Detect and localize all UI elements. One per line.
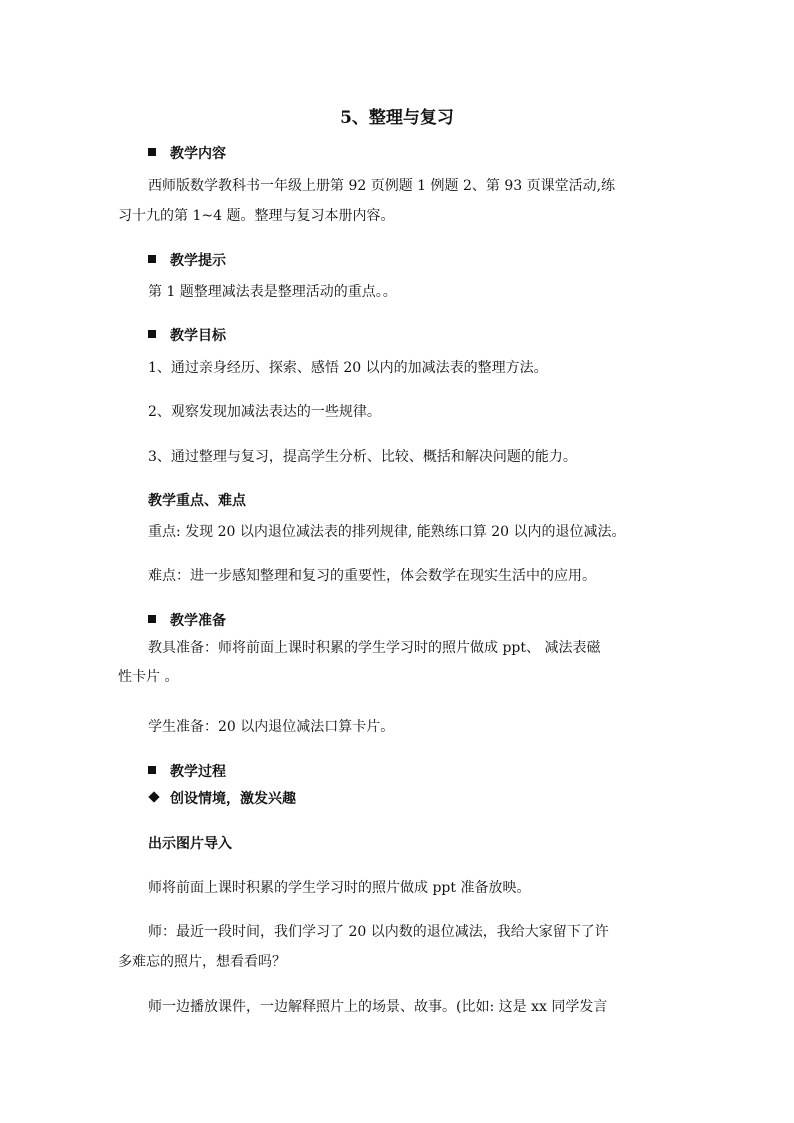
student-prep-text: 学生准备：20 以内退位减法口算卡片。 (148, 719, 395, 735)
heading-text: 教学内容 (170, 146, 226, 162)
heading-text: 教学目标 (170, 328, 226, 344)
paragraph-3: 师一边播放课件，一边解释照片上的场景、故事。(比如: 这是 xx 同学发言 (148, 999, 608, 1015)
teacher-prep-line-2: 性卡片 。 (118, 669, 179, 685)
hint-text: 第 1 题整理减法表是整理活动的重点。。 (148, 284, 397, 300)
step-heading-1 (148, 789, 296, 809)
teacher-prep-line-1: 教具准备：师将前面上课时积累的学生学习时的照片做成 ppt、 减法表磁 (148, 640, 601, 656)
page-title: 5、整理与复习 (340, 108, 454, 128)
heading-text: 创设情境，激发兴趣 (170, 791, 296, 807)
square-bullet-icon (148, 255, 156, 263)
section-heading-key-points: 教学重点、难点 (148, 493, 246, 509)
square-bullet-icon (148, 330, 156, 338)
section-heading-preparation (148, 611, 226, 631)
heading-text: 教学准备 (170, 613, 226, 629)
key-point-text: 重点: 发现 20 以内退位减法表的排列规律, 能熟练口算 20 以内的退位减法。 (148, 524, 626, 540)
diamond-bullet-icon (148, 791, 159, 802)
paragraph-1: 师将前面上课时积累的学生学习时的照片做成 ppt 准备放映。 (148, 880, 531, 896)
square-bullet-icon (148, 615, 156, 623)
goal-item-3: 3、通过整理与复习，提高学生分析、比较、概括和解决问题的能力。 (148, 449, 577, 465)
goal-item-1: 1、通过亲身经历、探索、感悟 20 以内的加减法表的整理方法。 (148, 360, 548, 376)
section-heading-content (148, 144, 226, 164)
paragraph-2-line-1: 师：最近一段时间，我们学习了 20 以内数的退位减法，我给大家留下了许 (148, 924, 609, 940)
difficult-point-text: 难点：进一步感知整理和复习的重要性，体会数学在现实生活中的应用。 (148, 568, 596, 584)
section-heading-hint (148, 251, 226, 271)
paragraph-2-line-2: 多难忘的照片，想看看吗？ (118, 954, 286, 970)
content-text-line-1: 西师版数学教科书一年级上册第 92 页例题 1 例题 2、第 93 页课堂活动,练 (148, 178, 616, 194)
heading-text: 教学提示 (170, 253, 226, 269)
goal-item-2: 2、观察发现加减法表达的一些规律。 (148, 404, 381, 420)
content-text-line-2: 习十九的第 1~4 题。整理与复习本册内容。 (118, 208, 395, 224)
section-heading-process (148, 762, 226, 782)
section-heading-goals (148, 326, 226, 346)
square-bullet-icon (148, 148, 156, 156)
square-bullet-icon (148, 766, 156, 774)
step-subheading: 出示图片导入 (148, 836, 232, 852)
heading-text: 教学过程 (170, 764, 226, 780)
